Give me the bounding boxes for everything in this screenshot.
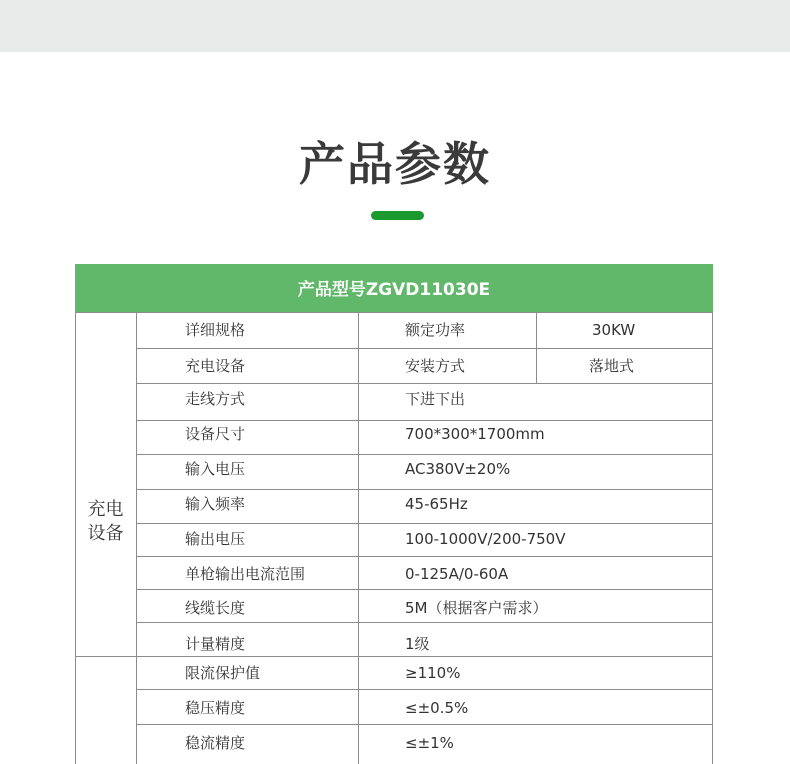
spec-label: 充电设备 — [185, 357, 246, 375]
spec-value: ≤±0.5% — [405, 699, 469, 717]
row-divider — [136, 556, 713, 557]
spec-label: 输入频率 — [185, 495, 246, 513]
spec-value: 700*300*1700mm — [405, 425, 545, 443]
page-title: 产品参数 — [299, 137, 491, 191]
row-divider — [136, 489, 713, 490]
category-label-line2: 设备 — [87, 523, 124, 544]
spec-value: 1级 — [405, 635, 430, 653]
spec-label: 详细规格 — [185, 321, 246, 339]
spec-extra-value: 落地式 — [589, 357, 635, 375]
row-divider — [136, 523, 713, 524]
row-divider — [136, 724, 713, 725]
spec-label: 单枪输出电流范围 — [185, 565, 306, 583]
spec-value: ≥110% — [405, 664, 461, 682]
spec-value: 额定功率 — [405, 321, 466, 339]
spec-label: 稳压精度 — [185, 699, 246, 717]
top-banner-strip — [0, 0, 790, 52]
spec-value: 安装方式 — [405, 357, 466, 375]
row-divider — [75, 312, 713, 313]
spec-label: 设备尺寸 — [185, 425, 246, 443]
row-divider — [136, 622, 713, 623]
row-divider — [136, 420, 713, 421]
label-column-divider — [358, 312, 359, 764]
spec-extra-value: 30KW — [592, 321, 636, 339]
spec-label: 输入电压 — [185, 460, 246, 478]
spec-label: 输出电压 — [185, 530, 246, 548]
row-divider — [136, 454, 713, 455]
spec-value: AC380V±20% — [405, 460, 511, 478]
title-underline-accent — [371, 211, 424, 220]
spec-value: 100-1000V/200-750V — [405, 530, 566, 548]
group-divider — [75, 656, 713, 657]
category-label-line1: 充电 — [87, 499, 124, 520]
spec-value: 5M（根据客户需求） — [405, 599, 548, 617]
table-border-right — [712, 312, 713, 764]
spec-label: 计量精度 — [185, 635, 246, 653]
spec-value: 下进下出 — [405, 390, 466, 408]
spec-table-header: 产品型号ZGVD11030E — [75, 264, 713, 312]
spec-table — [75, 264, 713, 764]
row-divider — [136, 348, 713, 349]
spec-value: 45-65Hz — [405, 495, 468, 513]
row-divider — [136, 689, 713, 690]
spec-label: 稳流精度 — [185, 734, 246, 752]
category-column-divider — [136, 312, 137, 764]
spec-label: 限流保护值 — [185, 664, 261, 682]
spec-label: 线缆长度 — [185, 599, 246, 617]
spec-value: ≤±1% — [405, 734, 454, 752]
spec-value: 0-125A/0-60A — [405, 565, 509, 583]
row-divider — [136, 383, 713, 384]
row-divider — [136, 589, 713, 590]
spec-label: 走线方式 — [185, 390, 246, 408]
